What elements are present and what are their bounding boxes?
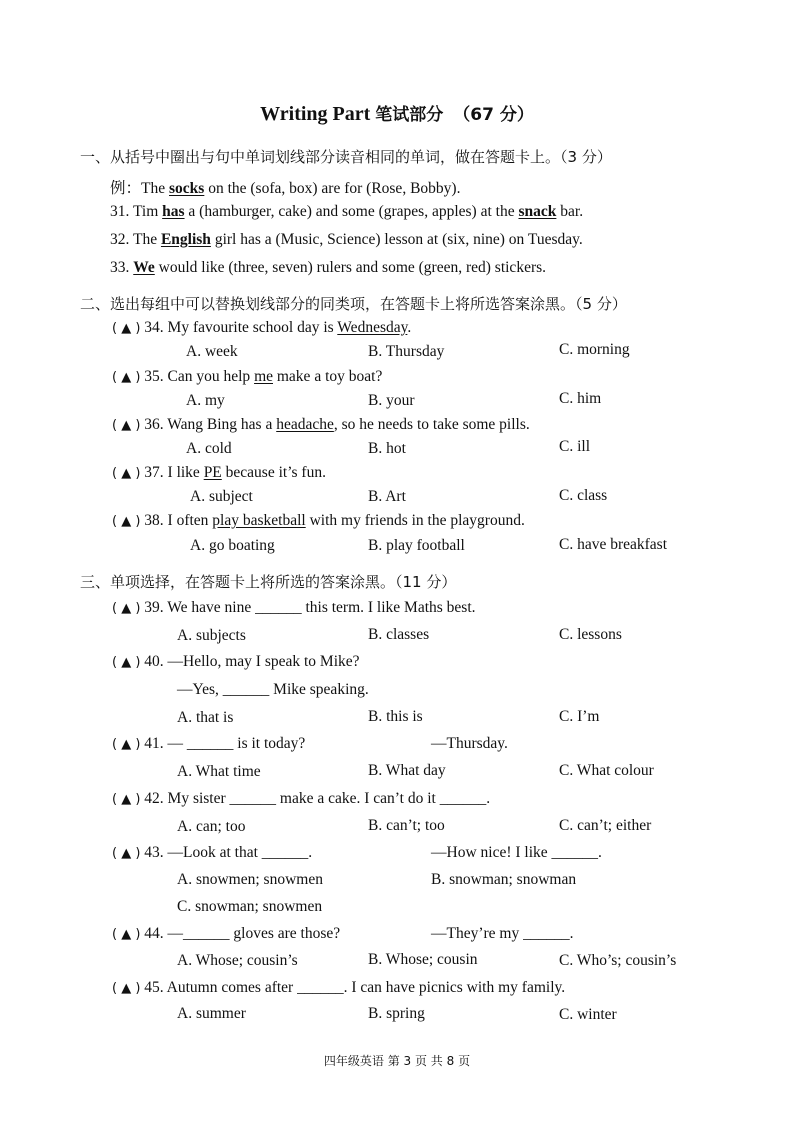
option-c: C. lessons <box>559 626 622 643</box>
option-c: C. can’t; either <box>559 817 652 834</box>
option-b: B. hot <box>368 440 406 457</box>
question-38: ( ▲ ) 38. I often play basketball with my friends in the playground. <box>112 512 525 529</box>
option-a: A. week <box>186 343 238 360</box>
question-44: ( ▲ ) 44. —______ gloves are those? <box>112 925 341 942</box>
option-b: B. snowman; snowman <box>431 871 577 888</box>
option-a: A. my <box>186 392 225 409</box>
option-b: B. classes <box>368 626 430 643</box>
question-43-reply: —How nice! I like ______. <box>431 844 602 861</box>
option-b: B. What day <box>368 762 446 779</box>
option-b: B. spring <box>368 1005 425 1022</box>
question-40-line2: —Yes, ______ Mike speaking. <box>177 681 369 698</box>
option-c: C. ill <box>559 438 591 455</box>
option-a: A. cold <box>186 440 232 457</box>
option-a: A. snowmen; snowmen <box>177 871 323 888</box>
option-c: C. I’m <box>559 708 600 725</box>
section3-heading: 三、单项选择，在答题卡上将所选的答案涂黑。（11 分） <box>80 573 457 591</box>
option-a: A. subjects <box>177 627 246 644</box>
option-a: A. What time <box>177 763 261 780</box>
option-c: C. winter <box>559 1006 617 1023</box>
option-b: B. Art <box>368 488 406 505</box>
option-a: A. Whose; cousin’s <box>177 952 298 969</box>
question-45: ( ▲ ) 45. Autumn comes after ______. I can have picnics with my family. <box>112 979 566 996</box>
option-a: A. that is <box>177 709 234 726</box>
section1-example: 例：The socks on the (sofa, box) are for (Rose, Bobby). <box>110 179 461 197</box>
option-b: B. can’t; too <box>368 817 445 834</box>
question-31: 31. Tim has a (hamburger, cake) and some (grapes, apples) at the snack bar. <box>110 203 584 220</box>
question-34: ( ▲ ) 34. My favourite school day is Wednesday. <box>112 319 412 336</box>
option-b: B. your <box>368 392 415 409</box>
answer-mark: ( ▲ ) <box>112 418 141 433</box>
question-32: 32. The English girl has a (Music, Science) lesson at (six, nine) on Tuesday. <box>110 231 583 248</box>
question-43: ( ▲ ) 43. —Look at that ______. <box>112 844 313 861</box>
option-b: B. this is <box>368 708 423 725</box>
option-c: C. Who’s; cousin’s <box>559 952 677 969</box>
question-39: ( ▲ ) 39. We have nine ______ this term. I like Maths best. <box>112 599 476 616</box>
answer-mark: ( ▲ ) <box>112 514 141 529</box>
question-33: 33. We would like (three, seven) rulers and some (green, red) stickers. <box>110 259 547 276</box>
option-b: B. Thursday <box>368 343 445 360</box>
question-40: ( ▲ ) 40. —Hello, may I speak to Mike? <box>112 653 360 670</box>
page-footer: 四年级英语 第 3 页 共 8 页 <box>323 1054 471 1068</box>
option-a: A. subject <box>190 488 253 505</box>
answer-mark: ( ▲ ) <box>112 466 141 481</box>
option-a: A. go boating <box>190 537 275 554</box>
answer-mark: ( ▲ ) <box>112 370 141 385</box>
answer-mark: ( ▲ ) <box>112 655 141 670</box>
question-36: ( ▲ ) 36. Wang Bing has a headache, so he needs to take some pills. <box>112 416 530 433</box>
page-title <box>0 100 794 126</box>
option-b: B. play football <box>368 537 465 554</box>
answer-mark: ( ▲ ) <box>112 601 141 616</box>
answer-mark: ( ▲ ) <box>112 846 141 861</box>
title-en: Writing Part <box>260 103 371 125</box>
question-42: ( ▲ ) 42. My sister ______ make a cake. I can’t do it ______. <box>112 790 491 807</box>
title-cn: 笔试部分 <box>375 105 444 125</box>
option-c: C. class <box>559 487 608 504</box>
answer-mark: ( ▲ ) <box>112 981 141 996</box>
question-35: ( ▲ ) 35. Can you help me make a toy boat? <box>112 368 383 385</box>
answer-mark: ( ▲ ) <box>112 321 141 336</box>
option-c: C. snowman; snowmen <box>177 898 323 915</box>
answer-mark: ( ▲ ) <box>112 737 141 752</box>
option-b: B. Whose; cousin <box>368 951 478 968</box>
question-41: ( ▲ ) 41. — ______ is it today? <box>112 735 306 752</box>
answer-mark: ( ▲ ) <box>112 792 141 807</box>
option-a: A. can; too <box>177 818 246 835</box>
section2-heading: 二、选出每组中可以替换划线部分的同类项，在答题卡上将所选答案涂黑。（5 分） <box>80 295 627 313</box>
question-37: ( ▲ ) 37. I like PE because it’s fun. <box>112 464 326 481</box>
question-41-reply: —Thursday. <box>431 735 508 752</box>
answer-mark: ( ▲ ) <box>112 927 141 942</box>
option-c: C. have breakfast <box>559 536 668 553</box>
option-c: C. morning <box>559 341 630 358</box>
question-44-reply: —They’re my ______. <box>431 925 574 942</box>
title-score: （67 分） <box>453 105 534 125</box>
option-c: C. What colour <box>559 762 654 779</box>
section1-heading: 一、从括号中圈出与句中单词划线部分读音相同的单词，做在答题卡上。（3 分） <box>80 148 612 166</box>
option-c: C. him <box>559 390 602 407</box>
option-a: A. summer <box>177 1005 246 1022</box>
